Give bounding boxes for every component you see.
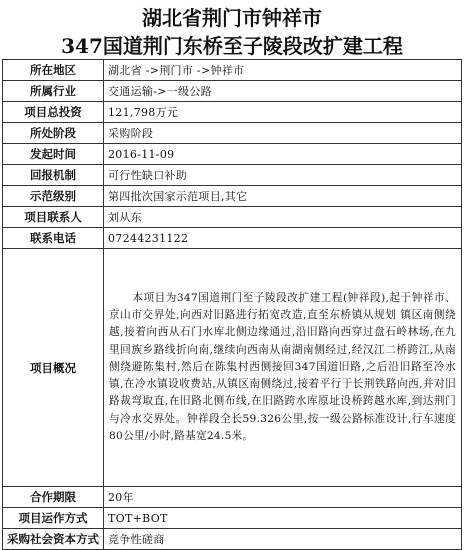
row-label: 所在地区 xyxy=(3,60,104,81)
row-label: 项目联系人 xyxy=(3,207,104,228)
row-label: 采购社会资本方式 xyxy=(3,529,104,550)
row-label: 项目总投资 xyxy=(3,102,104,123)
row-value: TOT+BOT xyxy=(104,508,462,529)
project-info-table xyxy=(2,59,462,550)
row-value: 刘从东 xyxy=(104,207,462,228)
row-value: 交通运输->一级公路 xyxy=(104,81,462,102)
row-label: 合作期限 xyxy=(3,487,104,508)
row-label: 发起时间 xyxy=(3,144,104,165)
row-value: 可行性缺口补助 xyxy=(104,165,462,186)
row-value: 20年 xyxy=(104,487,462,508)
table-row xyxy=(3,165,462,186)
table-row xyxy=(3,186,462,207)
document-title xyxy=(0,0,464,60)
table-row xyxy=(3,102,462,123)
table-row xyxy=(3,207,462,228)
row-label: 示范级别 xyxy=(3,186,104,207)
table-row xyxy=(3,144,462,165)
table-row xyxy=(3,249,462,487)
row-label: 项目概况 xyxy=(3,249,104,487)
table-row xyxy=(3,487,462,508)
table-row xyxy=(3,60,462,81)
row-label: 项目运作方式 xyxy=(3,508,104,529)
project-overview-text: 本项目为347国道荆门至子陵段改扩建工程(钟祥段),起于钟祥市、京山市交界处,向西对旧路进行拓宽改造,直至东桥镇从规划 镇区南侧绕越,接着向西从石门水库北侧边缘通过,沿旧路向西穿过盘石岭林场,在九里回族乡路线折向南,继续向西南从南湖南侧经过,经汉江二桥跨江,从南侧绕避陈集村,然后在陈集村西侧接回347国道旧路,之后沿旧路至冷水镇,在冷水镇设收费站,从镇区南侧绕过,接着平行于长荆铁路向西,并对旧路裁弯取直,在旧路北侧布线,在旧路跨水库原址设桥跨越水库,到达荆门与冷水交界处。钟祥段全长59.326公里,按一级公路标准设计,行车速度80公里/小时,路基宽24.5米。 xyxy=(104,249,462,487)
table-row xyxy=(3,508,462,529)
row-value: 第四批次国家示范项目,其它 xyxy=(104,186,462,207)
row-value: 采购阶段 xyxy=(104,123,462,144)
row-label: 所处阶段 xyxy=(3,123,104,144)
table-row xyxy=(3,123,462,144)
table-row xyxy=(3,529,462,550)
row-value: 湖北省 ->荆门市 ->钟祥市 xyxy=(104,60,462,81)
table-row xyxy=(3,81,462,102)
table-row xyxy=(3,228,462,249)
row-value: 121,798万元 xyxy=(104,102,462,123)
row-label: 所属行业 xyxy=(3,81,104,102)
title-line-1: 湖北省荆门市钟祥市 xyxy=(142,6,322,30)
title-line-2: 347国道荆门东桥至子陵段改扩建工程 xyxy=(61,34,403,58)
row-label: 联系电话 xyxy=(3,228,104,249)
row-value: 竞争性磋商 xyxy=(104,529,462,550)
row-value: 07244231122 xyxy=(104,228,462,249)
row-label: 回报机制 xyxy=(3,165,104,186)
row-value: 2016-11-09 xyxy=(104,144,462,165)
